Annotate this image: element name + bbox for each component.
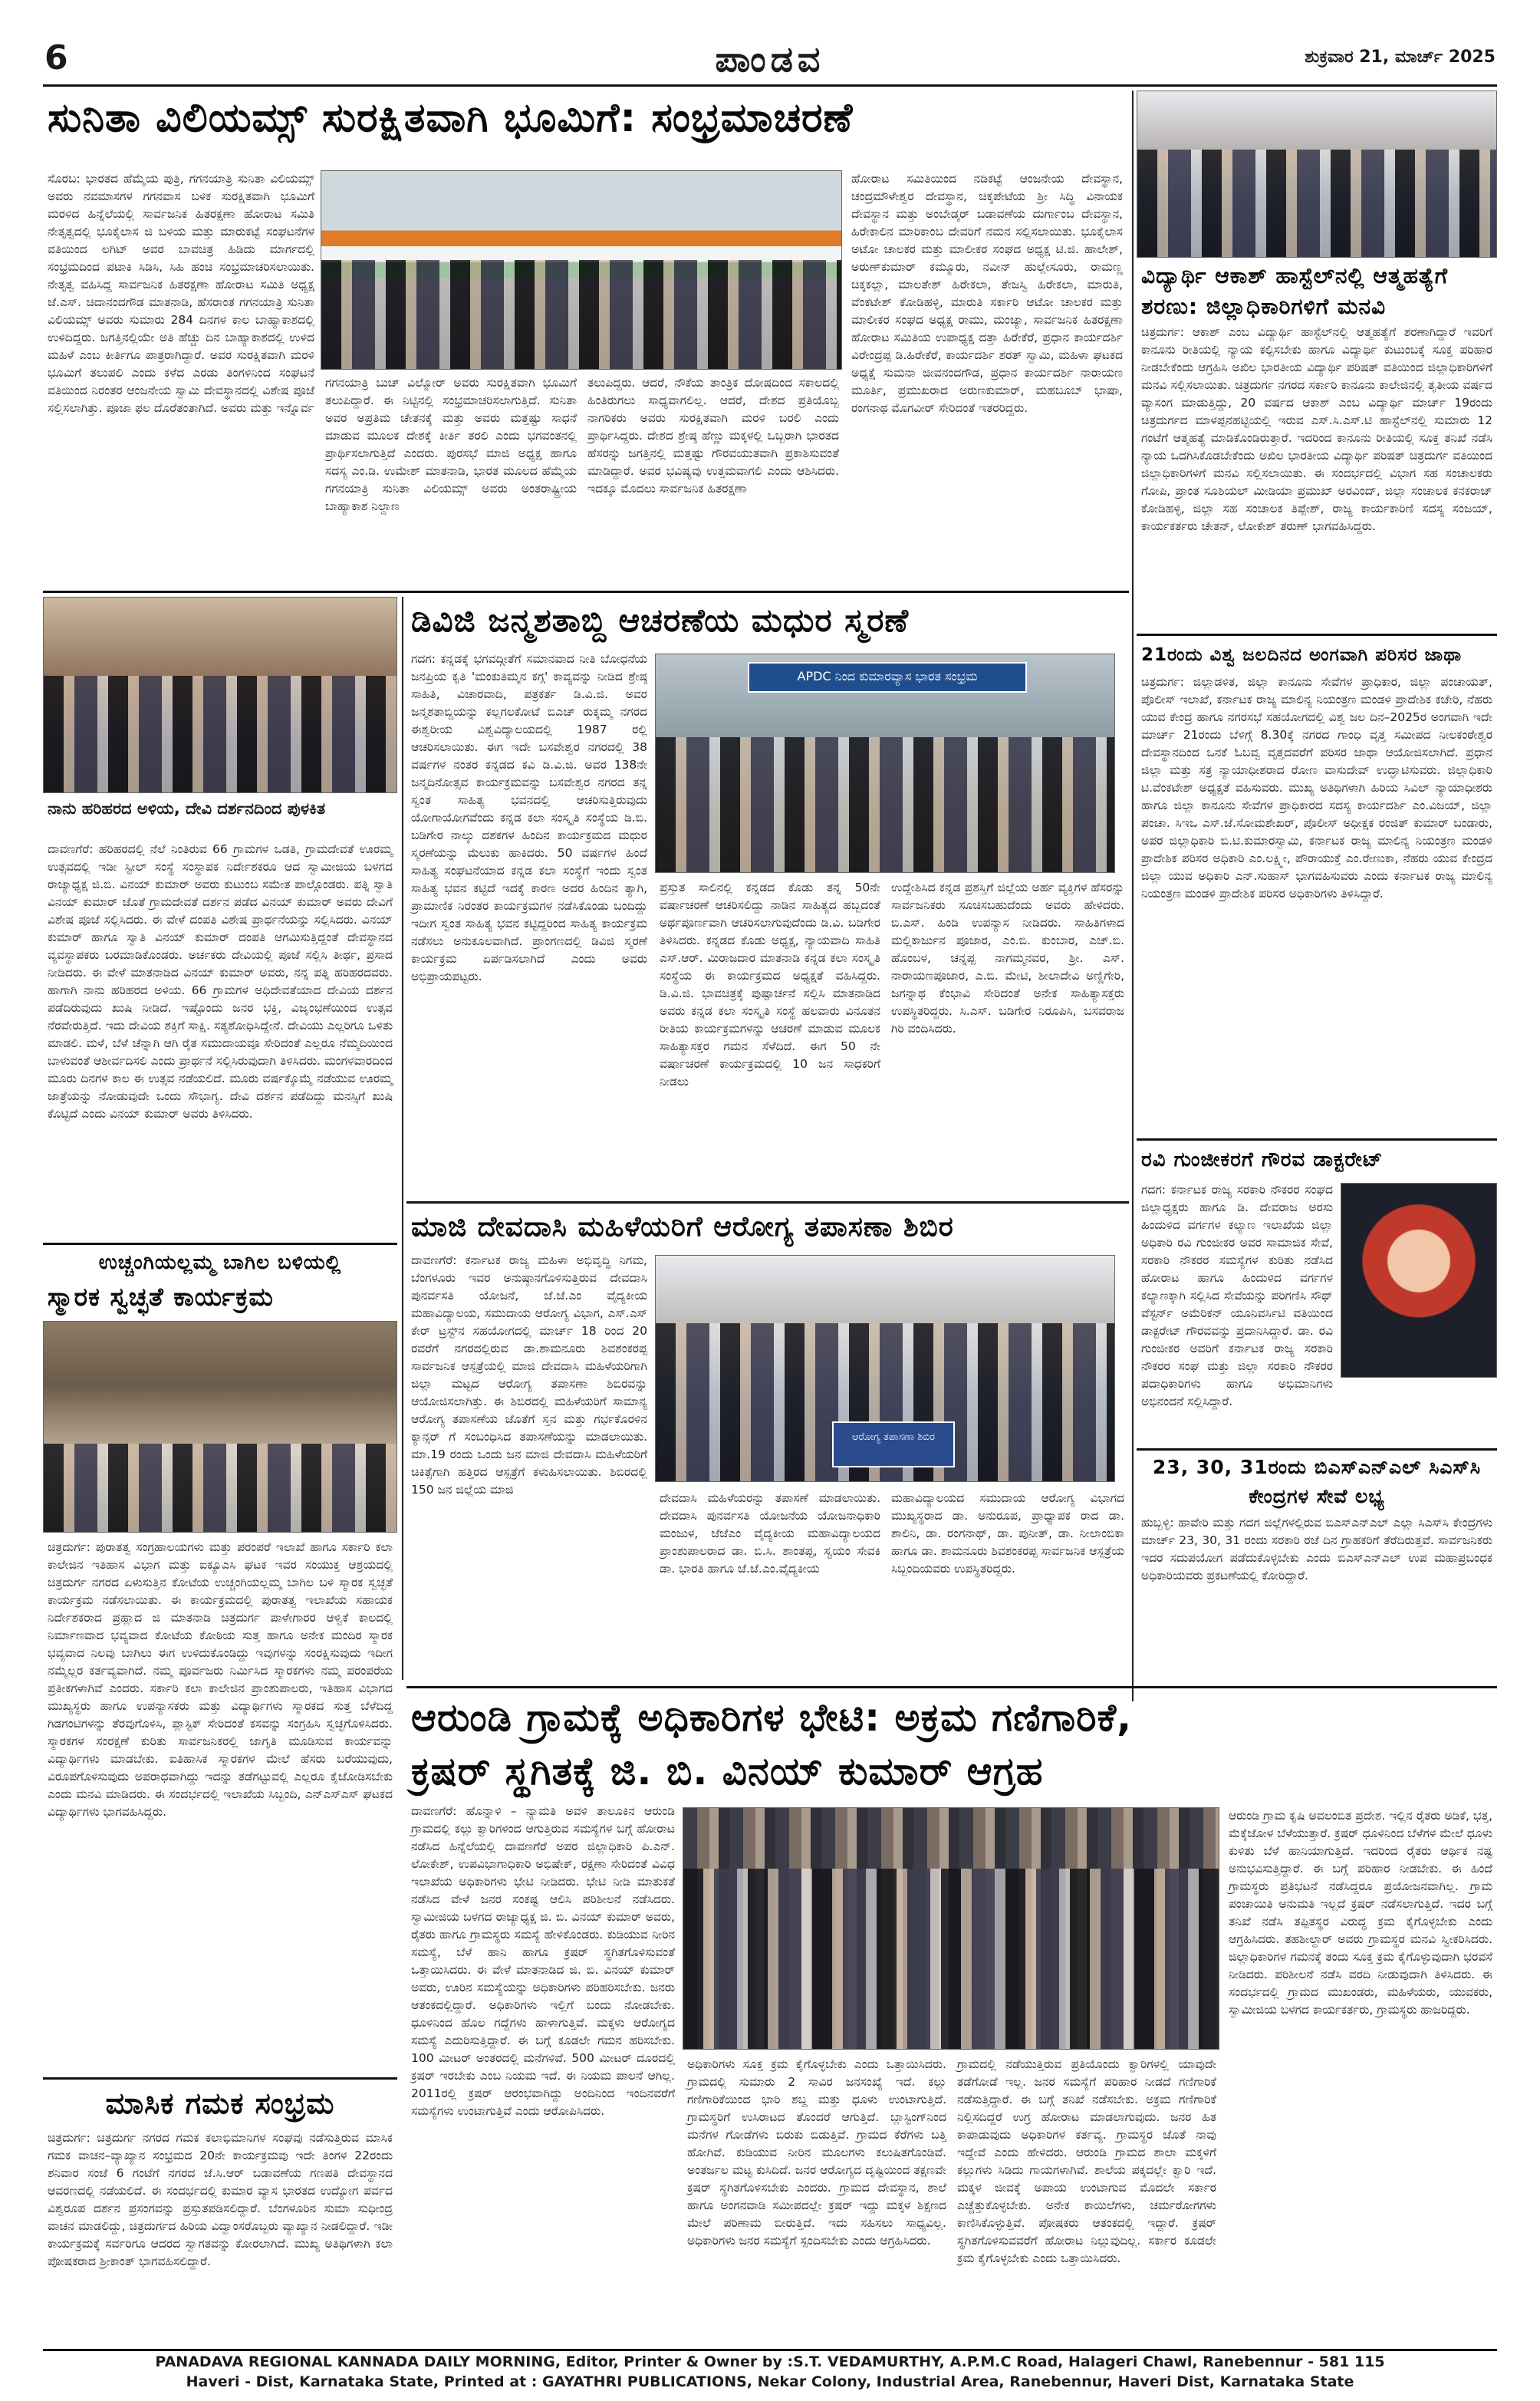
health-col1: ದಾವಣಗೆರೆ: ಕರ್ನಾಟಕ ರಾಜ್ಯ ಮಹಿಳಾ ಅಭಿವೃದ್ಧಿ ನಿಗಮ, ಬೆಂಗಳೂರು ಇವರ ಅನುಷ್ಠಾನಗೊಳಿಸುತ್ತಿರುವ ದೇವದಾಸಿ ಪುನರ್ವಸತಿ ಯೋಜನೆ, ಜೆ.ಜೆ.ಎಂ ವೈದ್ಯಕೀಯ ಮಹಾವಿದ್ಯಾಲಯ, ಸಮುದಾಯ ಆರೋಗ್ಯ ವಿಭಾಗ, ಎಸ್.ಎಸ್ ಕೇರ್ ಟ್ರಸ್ಟ್‌ನ ಸಹಯೋಗದಲ್ಲಿ ಮಾರ್ಚ್ 18 ರಿಂದ 20 ರವರೆಗೆ ನಗರದಲ್ಲಿರುವ ಡಾ.ಶಾಮನೂರು ಶಿವಶಂಕರಪ್ಪ ಸಾರ್ವಜನಿಕ ಆಸ್ಪತ್ರೆಯಲ್ಲಿ ಮಾಜಿ ದೇವದಾಸಿ ಮಹಿಳೆಯರಿಗಾಗಿ ಜಿಲ್ಲಾ ಮಟ್ಟದ ಆರೋಗ್ಯ ತಪಾಸಣಾ ಶಿಬಿರವನ್ನು ಆಯೋಜಿಸಲಾಗಿತ್ತು. ಈ ಶಿಬಿರದಲ್ಲಿ ಮಹಿಳೆಯರಿಗೆ ಸಾಮಾನ್ಯ ಆರೋಗ್ಯ ತಪಾಸಣೆಯ ಜೊತೆಗೆ ಸ್ತನ ಮತ್ತು ಗರ್ಭಕೊರಳಿನ ಕ್ಯಾನ್ಸರ್ ಗೆ ಸಂಬಂಧಿಸಿದ ತಪಾಸಣೆಯನ್ನು ಮಾಡಲಾಯಿತು. ಮಾ.19 ರಂದು ಒಂದು ಜನ ಮಾಜಿ ದೇವದಾಸಿ ಮಹಿಳೆಯರಿಗೆ ಚಿಕಿತ್ಸೆಗಾಗಿ ಹತ್ತಿರದ ಆಸ್ಪತ್ರೆಗೆ ಕಳುಹಿಸಲಾಯಿತು. ಶಿಬಿರದಲ್ಲಿ 150 ಜನ ಜಿಲ್ಲೆಯ ಮಾಜಿ	[411, 1253, 647, 1497]
camp-banner: ಆರೋಗ್ಯ ತಪಾಸಣಾ ಶಿಬಿರ	[832, 1421, 955, 1467]
footer-rule	[43, 2349, 1497, 2351]
volunteers-figure	[44, 1444, 397, 1532]
sunita-headline: ಸುನಿತಾ ವಿಲಿಯಮ್ಸ್ ಸುರಕ್ಷಿತವಾಗಿ ಭೂಮಿಗೆ: ಸಂಭ್ರಮಾಚರಣೆ	[48, 95, 854, 141]
health-col2: ದೇವದಾಸಿ ಮಹಿಳೆಯರನ್ನು ತಪಾಸಣೆ ಮಾಡಲಾಯಿತು. ದೇವದಾಸಿ ಪುನರ್ವಸತಿ ಯೋಜನೆಯ ಯೋಜನಾಧಿಕಾರಿ ಮಂಜುಳ, ಜೆಜೆಎಂ ವೈದ್ಯಕೀಯ ಮಹಾವಿದ್ಯಾಲಯದ ಪ್ರಾಂಶುಪಾಲರಾದ ಡಾ. ಬಿ.ಸಿ. ಶಾಂತಪ್ಪ, ಸ್ವಯಂ ಸೇವಕಿ ಡಾ. ಭಾರತಿ ಹಾಗೂ ಜೆ.ಜೆ.ಎಂ.ವೈದ್ಯಕೀಯ	[660, 1491, 880, 1576]
devi-body: ದಾವಣಗೆರೆ: ಹರಿಹರದಲ್ಲಿ ನೆಲೆ ನಿಂತಿರುವ 66 ಗ್ರಾಮಗಳ ಒಡತಿ, ಗ್ರಾಮದೇವತೆ ಊರಮ್ಮ ಉತ್ಸವದಲ್ಲಿ ಇಡೀ ಸ್ಟೀಲ್ ಸಂಸ್ಥೆ ಸಂಸ್ಥಾಪಕ ನಿರ್ದೇಶಕರೂ ಆದ ಸ್ವಾಮೀಜಿಯ ಬಳಗದ ರಾಜ್ಯಾಧ್ಯಕ್ಷ ಜಿ.ಬಿ. ವಿನಯ್ ಕುಮಾರ್ ಅವರು ಕುಟುಂಬ ಸಮೇತ ಪಾಲ್ಗೊಂಡರು. ಪತ್ನಿ ಸ್ವಾತಿ ವಿನಯ್ ಕುಮಾರ್ ಜೊತೆ ಗ್ರಾಮದೇವತೆ ದರ್ಶನ ಪಡೆದ ವಿನಯ್ ಕುಮಾರ್ ಅವರು ದೇವಿಗೆ ವಿಶೇಷ ಪೂಜೆ ಸಲ್ಲಿಸಿದರು. ಈ ವೇಳೆ ದಂಪತಿ ವಿಶೇಷ ಪ್ರಾರ್ಥನೆಯನ್ನು ಸಲ್ಲಿಸಿದರು. ವಿನಯ್ ಕುಮಾರ್ ಹಾಗೂ ಸ್ವಾತಿ ವಿನಯ್ ಕುಮಾರ್ ದಂಪತಿ ಆಗಮಿಸುತ್ತಿದ್ದಂತೆ ದೇವಸ್ಥಾನದ ವ್ಯವಸ್ಥಾಪಕರು ಬರಮಾಡಿಕೊಂಡರು. ಅರ್ಚಕರು ದೇವಿಯಲ್ಲಿ ಪೂಜೆ ಸಲ್ಲಿಸಿ ತೀರ್ಥ, ಪ್ರಸಾದ ನೀಡಿದರು. ಈ ವೇಳೆ ಮಾತನಾಡಿದ ವಿನಯ್ ಕುಮಾರ್ ಅವರು, ನನ್ನ ಪತ್ನಿ ಹರಿಹರದವರು. ಹಾಗಾಗಿ ನಾನು ಹರಿಹರದ ಅಳಿಯ. 66 ಗ್ರಾಮಗಳ ಅಧಿದೇವತೆಯಾದ ದೇವಿಯ ದರ್ಶನ ಪಡೆದಿರುವುದು ಖುಷಿ ನೀಡಿದೆ. ಇಷ್ಟೊಂದು ಜನರ ಭಕ್ತಿ, ವಿಜೃಂಭಣೆಯಿಂದ ಉತ್ಸವ ನೆರವೇರುತ್ತಿದೆ. ಇದು ದೇವಿಯ ಶಕ್ತಿಗೆ ಸಾಕ್ಷಿ. ಸತ್ಯಶೋಧಿಸಿದ್ದೇನೆ. ದೇವಿಯು ಎಲ್ಲರಿಗೂ ಒಳಿತು ಮಾಡಲಿ. ಮಳೆ, ಬೆಳೆ ಚೆನ್ನಾಗಿ ಆಗಿ ರೈತ ಸಮುದಾಯವೂ ಸೇರಿದಂತೆ ಎಲ್ಲರೂ ನೆಮ್ಮದಿಯಿಂದ ಬಾಳುವಂತೆ ಆಶೀರ್ವದಿಸಲಿ ಎಂದು ಪ್ರಾರ್ಥನೆ ಸಲ್ಲಿಸಿರುವುದಾಗಿ ತಿಳಿಸಿದರು. ಮಂಗಳವಾರದಿಂದ ಮೂರು ದಿನಗಳ ಕಾಲ ಈ ಉತ್ಸವ ನಡೆಯಲಿದೆ. ಮೂರು ವರ್ಷಕ್ಕೊಮ್ಮೆ ನಡೆಯುವ ಊರಮ್ಮ ಜಾತ್ರೆಯನ್ನು ನೋಡುವುದೇ ಒಂದು ಸೌಭಾಗ್ಯ. ದೇವಿ ದರ್ಶನ ಪಡೆದಿದ್ದು ಮನಸ್ಸಿಗೆ ಖುಷಿ ಕೊಟ್ಟಿದೆ ಎಂದು ವಿನಯ್ ಕುಮಾರ್ ಅವರು ತಿಳಿಸಿದರು.	[48, 842, 393, 1121]
sunita-col4: ಹೋರಾಟ ಸಮಿತಿಯಿಂದ ನಡಿಕಟ್ಟೆ ಆಂಜನೇಯ ದೇವಸ್ಥಾನ, ಚಂದ್ರಮೌಳೇಶ್ವರ ದೇವಸ್ಥಾನ, ಚಿಕ್ಕಪೇಟೆಯ ಶ್ರೀ ಸಿದ್ಧಿ ವಿನಾಯಕ ದೇವಸ್ಥಾನ ಮತ್ತು ಅಂಬೇಡ್ಕರ್ ಬಡಾವಣೆಯ ದುರ್ಗಾಂಬ ದೇವಸ್ಥಾನ, ಹಿರೇಕಾಲಿನ ಮಾರಿಕಾಂಬ ದೇವರಿಗೆ ನಮನ ಸಲ್ಲಿಸಲಾಯಿತು. ಭೂಕೈಲಾಸ ಅಟೋ ಚಾಲಕರ ಮತ್ತು ಮಾಲೀಕರ ಸಂಘದ ಅಧ್ಯಕ್ಷ ಟಿ.ಜಿ. ಹಾಲೇಶ್, ಅರುಣ್‌ಕುಮಾರ್ ಕಮ್ಮೂರು, ನವೀನ್ ಹುಲ್ಲೇಸೂರು, ರಾಮಣ್ಣ ಚಿಕ್ಕಕಲ್ಲಾ, ಮಾಲತೇಶ್ ಹಿರೇಕಲಾ, ತೇಜಸ್ವಿ ಹಿರೇಕಲಾ, ಮಾರುತಿ, ವೆಂಕಟೇಶ್ ಕೋಡಿಹಳ್ಳಿ, ಮಾರುತಿ ಸರ್ಕಾರಿ ಆಟೋ ಚಾಲಕರ ಮತ್ತು ಮಾಲೀಕರ ಸಂಘದ ಅಧ್ಯಕ್ಷ ರಾಮು, ಮಂಜ್ಯಾ, ಸಾರ್ವಜನಿಕ ಹಿತರಕ್ಷಣಾ ಹೋರಾಟ ಸಮಿತಿಯ ಉಪಾಧ್ಯಕ್ಷ ದತ್ತಾ ಹಿರೇಕೆರೆ, ಪ್ರಧಾನ ಕಾರ್ಯದರ್ಶಿ ವಿರೇಂದ್ರಪ್ಪ ಡಿ.ಹಿರೇಕೆರೆ, ಕಾರ್ಯದರ್ಶಿ ಶರತ್ ಸ್ವಾಮಿ, ಮಹಿಳಾ ಘಟಕದ ಅಧ್ಯಕ್ಷೆ ಸುಮನಾ ಜೀವನಂದಗೌಡ, ಪ್ರಧಾನ ಕಾರ್ಯದರ್ಶಿ ನಾರಾಯಣ ಮೂರ್ತಿ, ಪ್ರಮುಖರಾದ ಅರುಣಕುಮಾರ್, ಮಹಬೂಬ್ ಭಾಷಾ, ರಂಗನಾಥ ಮೊಗವೀರ್ ಸೇರಿದಂತೆ ಇತರರಿದ್ದರು.	[851, 172, 1123, 415]
arundi-photo	[683, 1807, 1219, 2050]
section-rule	[43, 1243, 397, 1245]
imprint-line-2: Haveri - Dist, Karnataka State, Printed at : GAYATHRI PUBLICATIONS, Nekar Colony, Industrial Area, Ranebennur, Haveri Dist, Karnataka State	[186, 2373, 1354, 2390]
ravi-body: ಗದಗ: ಕರ್ನಾಟಕ ರಾಜ್ಯ ಸರಕಾರಿ ನೌಕರರ ಸಂಘದ ಜಿಲ್ಲಾಧ್ಯಕ್ಷರು ಹಾಗೂ ಡಿ. ದೇವರಾಜ ಅರಸು ಹಿಂದುಳಿದ ವರ್ಗಗಳ ಕಲ್ಯಾಣ ಇಲಾಖೆಯ ಜಿಲ್ಲಾ ಅಧಿಕಾರಿ ರವಿ ಗುಂಜೀಕರ ಅವರ ಸಾಮಾಜಿಕ ಸೇವೆ, ಸರಕಾರಿ ನೌಕರರ ಸಮಸ್ಯೆಗಳ ಕುರಿತು ನಡೆಸಿದ ಹೋರಾಟ ಹಾಗೂ ಹಿಂದುಳಿದ ವರ್ಗಗಳ ಕಲ್ಯಾಣಕ್ಕಾಗಿ ಸಲ್ಲಿಸಿದ ಸೇವೆಯನ್ನು ಪರಿಗಣಿಸಿ ಸೌಥ್ ವೆಸ್ಟರ್ನ್ ಅಮೆರಿಕನ್ ಯೂನಿವರ್ಸಿಟಿ ವತಿಯಿಂದ ಡಾಕ್ಟರೇಟ್ ಗೌರವವನ್ನು ಪ್ರದಾನಿಸಿದ್ದಾರೆ. ಡಾ. ರವಿ ಗುಂಜೀಕರ ಅವರಿಗೆ ಕರ್ನಾಟಕ ರಾಜ್ಯ ಸರಕಾರಿ ನೌಕರರ ಸಂಘ ಮತ್ತು ಜಿಲ್ಲಾ ಸರಕಾರಿ ನೌಕರರ ಪದಾಧಿಕಾರಿಗಳು ಹಾಗೂ ಅಭಿಮಾನಿಗಳು ಅಭಿನಂದನೆ ಸಲ್ಲಿಸಿದ್ದಾರೆ.	[1141, 1183, 1333, 1408]
env-headline: 21ರಂದು ವಿಶ್ವ ಜಲದಿನದ ಅಂಗವಾಗಿ ಪರಿಸರ ಜಾಥಾ	[1141, 645, 1463, 665]
env-body: ಚಿತ್ರದುರ್ಗ: ಜಿಲ್ಲಾಡಳಿತ, ಜಿಲ್ಲಾ ಕಾನೂನು ಸೇವೆಗಳ ಪ್ರಾಧಿಕಾರ, ಜಿಲ್ಲಾ ಪಂಚಾಯತ್, ಪೊಲೀಸ್ ಇಲಾಖೆ, ಕರ್ನಾಟಕ ರಾಜ್ಯ ಮಾಲಿನ್ಯ ನಿಯಂತ್ರಣ ಮಂಡಳಿ ಪ್ರಾದೇಶಿಕ ಕಚೇರಿ, ನೆಹರು ಯುವ ಕೇಂದ್ರ ಹಾಗೂ ನಗರಸಭೆ ಸಹಯೋಗದಲ್ಲಿ ವಿಶ್ವ ಜಲ ದಿನ–2025ರ ಅಂಗವಾಗಿ ಇದೇ ಮಾರ್ಚ್ 21ರಂದು ಬೆಳಿಗ್ಗೆ 8.30ಕ್ಕೆ ನಗರದ ಗಾಂಧಿ ವೃತ್ತ ಸಮೀಪದ ನೀಲಕಂಠೇಶ್ವರ ದೇವಸ್ಥಾನದಿಂದ ಒನಕೆ ಓಬವ್ವ ವೃತ್ತದವರೆಗೆ ಪರಿಸರ ಜಾಥಾ ಆಯೋಜಿಸಲಾಗಿದೆ. ಪ್ರಧಾನ ಜಿಲ್ಲಾ ಮತ್ತು ಸತ್ರ ನ್ಯಾಯಾಧೀಶರಾದ ರೋಣ ವಾಸುದೇವ್ ಉದ್ಘಾಟಿಸುವರು. ಜಿಲ್ಲಾಧಿಕಾರಿ ಟಿ.ವೆಂಕಟೇಶ್ ಅಧ್ಯಕ್ಷತೆ ವಹಿಸುವರು. ಮುಖ್ಯ ಅತಿಥಿಗಳಾಗಿ ಹಿರಿಯ ಸಿವಿಲ್ ನ್ಯಾಯಾಧೀಶರು ಹಾಗೂ ಜಿಲ್ಲಾ ಕಾನೂನು ಸೇವೆಗಳ ಪ್ರಾಧಿಕಾರದ ಸದಸ್ಯ ಕಾರ್ಯದರ್ಶಿ ಎಂ.ವಿಜಯ್, ಜಿಲ್ಲಾ ಪಂಚಾ. ಸಿಇಒ ಎಸ್.ಜೆ.ಸೋಮಶೇಖರ್, ಪೊಲೀಸ್ ಅಧೀಕ್ಷಕ ರಂಜಿತ್ ಕುಮಾರ್ ಬಂಡಾರು, ಅಪರ ಜಿಲ್ಲಾಧಿಕಾರಿ ಬಿ.ಟಿ.ಕುಮಾರಸ್ವಾಮಿ, ಕರ್ನಾಟಕ ರಾಜ್ಯ ಮಾಲಿನ್ಯ ನಿಯಂತ್ರಣ ಮಂಡಳಿ ಪ್ರಾದೇಶಿಕ ಪರಿಸರ ಅಧಿಕಾರಿ ಎಂ.ಲಕ್ಷ್ಮೀ, ಪೌರಾಯುಕ್ತೆ ಎಂ.ರೇಣುಕಾ, ನೆಹರು ಯುವ ಕೇಂದ್ರದ ಜಿಲ್ಲಾ ಯುವ ಅಧಿಕಾರಿ ಎನ್.ಸುಹಾಸ್ ಭಾಗವಹಿಸುವರು ಎಂದು ಕರ್ನಾಟಕ ರಾಜ್ಯ ಮಾಲಿನ್ಯ ನಿಯಂತ್ರಣ ಮಂಡಳಿ ಪ್ರಾದೇಶಿಕ ಪರಿಸರ ಅಧಿಕಾರಿಗಳು ತಿಳಿಸಿದ್ದಾರೆ.	[1141, 675, 1492, 901]
arundi-col3: ಗ್ರಾಮದಲ್ಲಿ ನಡೆಯುತ್ತಿರುವ ಪ್ರತಿಯೊಂದು ಕ್ವಾರಿಗಳಲ್ಲಿ ಯಾವುದೇ ತಡೆಗೋಡೆ ಇಲ್ಲ. ಜನರ ಸಮಸ್ಯೆಗೆ ಪರಿಹಾರ ನೀಡದೆ ಗಣಿಗಾರಿಕೆ ನಡೆಸುತ್ತಿದ್ದಾರೆ. ಈ ಬಗ್ಗೆ ತನಿಖೆ ನಡೆಸಬೇಕು. ಅಕ್ರಮ ಗಣಿಗಾರಿಕೆ ನಿಲ್ಲಿಸದಿದ್ದರೆ ಉಗ್ರ ಹೋರಾಟ ಮಾಡಲಾಗುವುದು. ಜನರ ಹಿತ ಕಾಪಾಡುವುದು ಅಧಿಕಾರಿಗಳ ಕರ್ತವ್ಯ. ಗ್ರಾಮಸ್ಥರ ಜೊತೆ ನಾವು ಇದ್ದೇವೆ ಎಂದು ಹೇಳಿದರು. ಆರುಂಡಿ ಗ್ರಾಮದ ಶಾಲಾ ಮಕ್ಕಳಿಗೆ ಕಲ್ಲುಗಳು ಸಿಡಿದು ಗಾಯಗಳಾಗಿವೆ. ಶಾಲೆಯ ಪಕ್ಕದಲ್ಲೇ ಕ್ವಾರಿ ಇದೆ. ಮಕ್ಕಳ ಜೀವಕ್ಕೆ ಅಪಾಯ ಉಂಟಾಗುವ ಮೊದಲೇ ಸರ್ಕಾರ ಎಚ್ಚೆತ್ತುಕೊಳ್ಳಬೇಕು. ಅನೇಕ ಕಾಯಿಲೆಗಳು, ಚರ್ಮರೋಗಗಳು ಕಾಣಿಸಿಕೊಳ್ಳುತ್ತಿವೆ. ಪೋಷಕರು ಆತಂಕದಲ್ಲಿ ಇದ್ದಾರೆ. ಕ್ರಷರ್ ಸ್ಥಗಿತಗೊಳಿಸುವವರೆಗೆ ಹೋರಾಟ ನಿಲ್ಲುವುದಿಲ್ಲ. ಸರ್ಕಾರ ಕೂಡಲೇ ಕ್ರಮ ಕೈಗೊಳ್ಳಬೇಕು ಎಂದು ಒತ್ತಾಯಿಸಿದರು.	[957, 2057, 1216, 2265]
uchangi-headline-1: ಉಚ್ಚಂಗಿಯಲ್ಲಮ್ಮ ಬಾಗಿಲ ಬಳಿಯಲ್ಲಿ	[98, 1251, 342, 1274]
uchangi-photo	[43, 1321, 397, 1533]
section-rule	[406, 1201, 1129, 1204]
group-figure	[1137, 150, 1496, 257]
sunita-col2: ಗಗನಯಾತ್ರಿ ಬುಚ್ ವಿಲ್ಮೋರ್ ಅವರು ಸುರಕ್ಷಿತವಾಗಿ ಭೂಮಿಗೆ ತಲುಪಿದ್ದಾರೆ. ಈ ನಿಟ್ಟಿನಲ್ಲಿ ಸಂಭ್ರಮಾಚರಿಸಲಾಗುತ್ತಿದೆ. ಸುನಿತಾ ಅವರ ಅಪ್ರತಿಮ ಚೇತನಕ್ಕೆ ಮತ್ತು ಅವರು ಮತ್ತಷ್ಟು ಸಾಧನೆ ಮಾಡುವ ಮೂಲಕ ದೇಶಕ್ಕೆ ಕೀರ್ತಿ ತರಲಿ ಎಂದು ಭಗವಂತನಲ್ಲಿ ಪ್ರಾರ್ಥಿಸಲಾಗುತ್ತಿದೆ ಎಂದರು. ಪುರಸಭೆ ಮಾಜಿ ಅಧ್ಯಕ್ಷ ಹಾಗೂ ಸದಸ್ಯ ಎಂ.ಡಿ. ಉಮೇಶ್ ಮಾತನಾಡಿ, ಭಾರತ ಮೂಲದ ಹೆಮ್ಮೆಯ ಗಗನಯಾತ್ರಿ ಸುನಿತಾ ವಿಲಿಯಮ್ಸ್ ಅವರು ಅಂತರಾಷ್ಟ್ರೀಯ ಬಾಹ್ಯಾಕಾಶ ನಿಲ್ದಾಣ	[325, 376, 577, 513]
gamaka-headline: ಮಾಸಿಕ ಗಮಕ ಸಂಭ್ರಮ	[105, 2086, 335, 2120]
akash-headline: ವಿದ್ಯಾರ್ಥಿ ಆಕಾಶ್ ಹಾಸ್ಟೆಲ್‌ನಲ್ಲಿ ಆತ್ಮಹತ್ಯೆಗೆ ಶರಣು: ಜಿಲ್ಲಾಧಿಕಾರಿಗಳಿಗೆ ಮನವಿ	[1141, 263, 1448, 319]
column-rule	[402, 597, 403, 1680]
dvg-col3: ಉದ್ದೇಶಿಸಿದ ಕನ್ನಡ ಪ್ರಶಸ್ತಿಗೆ ಜಿಲ್ಲೆಯ ಅರ್ಹ ವ್ಯಕ್ತಿಗಳ ಹೆಸರನ್ನು ಸಾರ್ವಜನಿಕರು ಸೂಚಿಸಬಹುದೆಂದು ಅವರು ಹೇಳಿದರು. ಬಿ.ಎಸ್. ಹಿಂಡಿ ಉಪನ್ಯಾಸ ನೀಡಿದರು. ಸಾಹಿತಿಗಳಾದ ಮಲ್ಲಿಕಾರ್ಜುನ ಪೂಜಾರ, ಎಂ.ಬಿ. ಕುಂಬಾರ, ಎಚ್.ಬಿ. ಹೊಂಬಳ, ಚನ್ನಪ್ಪ ನಾಗಮ್ಮನವರ, ಶ್ರೀ. ಎಸ್. ನಾರಾಯಣಪೂಜಾರ, ಎ.ಬಿ. ಮೇಟಿ, ಶೀಲಾದೇವಿ ಅಣ್ಣಿಗೇರಿ, ಜಗನ್ನಾಥ ಕೆಂಭಾವಿ ಸೇರಿದಂತೆ ಅನೇಕ ಸಾಹಿತ್ಯಾಸಕ್ತರು ಉಪಸ್ಥಿತರಿದ್ದರು. ಸಿ.ಎಸ್. ಬಡಿಗೇರ ನಿರೂಪಿಸಿ, ಬಸವರಾಜ ಗಿರಿ ವಂದಿಸಿದರು.	[891, 881, 1124, 1036]
arundi-col4: ಆರುಂಡಿ ಗ್ರಾಮ ಕೃಷಿ ಅವಲಂಬಿತ ಪ್ರದೇಶ. ಇಲ್ಲಿನ ರೈತರು ಅಡಿಕೆ, ಭತ್ತ, ಮೆಕ್ಕೆಜೋಳ ಬೆಳೆಯುತ್ತಾರೆ. ಕ್ರಷರ್ ಧೂಳಿನಿಂದ ಬೆಳೆಗಳ ಮೇಲೆ ಧೂಳು ಕುಳಿತು ಬೆಳೆ ಹಾನಿಯಾಗುತ್ತಿದೆ. ಇದರಿಂದ ರೈತರು ಆರ್ಥಿಕ ನಷ್ಟ ಅನುಭವಿಸುತ್ತಿದ್ದಾರೆ. ಈ ಬಗ್ಗೆ ಪರಿಹಾರ ನೀಡಬೇಕು. ಈ ಹಿಂದೆ ಗ್ರಾಮಸ್ಥರು ಪ್ರತಿಭಟನೆ ನಡೆಸಿದ್ದರೂ ಪ್ರಯೋಜನವಾಗಿಲ್ಲ. ಗ್ರಾಮ ಪಂಚಾಯಿತಿ ಅನುಮತಿ ಇಲ್ಲದೆ ಕ್ರಷರ್ ನಡೆಸಲಾಗುತ್ತಿದೆ. ಇದರ ಬಗ್ಗೆ ತನಿಖೆ ನಡೆಸಿ ತಪ್ಪಿತಸ್ಥರ ವಿರುದ್ಧ ಕ್ರಮ ಕೈಗೊಳ್ಳಬೇಕು ಎಂದು ಆಗ್ರಹಿಸಿದರು. ತಹಶೀಲ್ದಾರ್ ಅವರು ಗ್ರಾಮಸ್ಥರ ಮನವಿ ಸ್ವೀಕರಿಸಿದರು. ಜಿಲ್ಲಾಧಿಕಾರಿಗಳ ಗಮನಕ್ಕೆ ತಂದು ಸೂಕ್ತ ಕ್ರಮ ಕೈಗೊಳ್ಳುವುದಾಗಿ ಭರವಸೆ ನೀಡಿದರು. ಪರಿಶೀಲನೆ ನಡೆಸಿ ವರದಿ ನೀಡುವುದಾಗಿ ತಿಳಿಸಿದರು. ಈ ಸಂದರ್ಭದಲ್ಲಿ ಗ್ರಾಮದ ಮುಖಂಡರು, ಮಹಿಳೆಯರು, ಯುವಕರು, ಸ್ವಾಮೀಜಿಯ ಬಳಗದ ಕಾರ್ಯಕರ್ತರು, ಗ್ರಾಮಸ್ಥರು ಹಾಜರಿದ್ದರು.	[1229, 1809, 1492, 2017]
ravi-portrait	[1341, 1183, 1497, 1378]
crowd-figure	[321, 260, 841, 369]
pooja-figure	[44, 676, 397, 792]
section-rule	[1137, 1448, 1497, 1451]
section-rule	[43, 2077, 397, 2080]
devi-photo	[43, 597, 397, 793]
akash-photo	[1137, 91, 1497, 258]
arundi-col1: ದಾವಣಗೆರೆ: ಹೊನ್ನಾಳಿ – ನ್ಯಾಮತಿ ಅವಳಿ ತಾಲೂಕಿನ ಆರುಂಡಿ ಗ್ರಾಮದಲ್ಲಿ ಕಲ್ಲು ಕ್ವಾರಿಗಳಿಂದ ಆಗುತ್ತಿರುವ ಸಮಸ್ಯೆಗಳ ಬಗ್ಗೆ ಹೋರಾಟ ನಡೆಸಿದ ಹಿನ್ನೆಲೆಯಲ್ಲಿ ದಾವಣಗೆರೆ ಅಪರ ಜಿಲ್ಲಾಧಿಕಾರಿ ಪಿ.ಎನ್. ಲೋಕೇಶ್, ಉಪವಿಭಾಗಾಧಿಕಾರಿ ಅಭಿಷೇಕ್, ರಕ್ಷಣಾ ಸೇರಿದಂತೆ ವಿವಿಧ ಇಲಾಖೆಯ ಅಧಿಕಾರಿಗಳು ಭೇಟಿ ನೀಡಿದರು. ಭೇಟಿ ನೀಡಿ ಮಾತುಕತೆ ನಡೆಸಿದ ವೇಳೆ ಜನರ ಸಂಕಷ್ಟ ಆಲಿಸಿ ಪರಿಶೀಲನೆ ನಡೆಸಿದರು. ಸ್ವಾಮೀಜಿಯ ಬಳಗದ ರಾಜ್ಯಾಧ್ಯಕ್ಷ ಜಿ. ಬಿ. ವಿನಯ್ ಕುಮಾರ್ ಅವರು, ರೈತರು ಹಾಗೂ ಗ್ರಾಮಸ್ಥರು ಸಮಸ್ಯೆ ಹೇಳಿಕೊಂಡರು. ಕುಡಿಯುವ ನೀರಿನ ಸಮಸ್ಯೆ, ಬೆಳೆ ಹಾನಿ ಹಾಗೂ ಕ್ರಷರ್ ಸ್ಥಗಿತಗೊಳಿಸುವಂತೆ ಒತ್ತಾಯಿಸಿದರು. ಈ ವೇಳೆ ಮಾತನಾಡಿದ ಜಿ. ಬಿ. ವಿನಯ್ ಕುಮಾರ್ ಅವರು, ಊರಿನ ಸಮಸ್ಯೆಯನ್ನು ಅಧಿಕಾರಿಗಳು ಪರಿಹರಿಸಬೇಕು. ಜನರು ಆತಂಕದಲ್ಲಿದ್ದಾರೆ. ಅಧಿಕಾರಿಗಳು ಇಲ್ಲಿಗೆ ಬಂದು ನೋಡಬೇಕು. ಧೂಳಿನಿಂದ ಹೊಲ ಗದ್ದೆಗಳು ಹಾಳಾಗುತ್ತಿವೆ. ಮಕ್ಕಳು ಆರೋಗ್ಯದ ಸಮಸ್ಯೆ ಎದುರಿಸುತ್ತಿದ್ದಾರೆ. ಈ ಬಗ್ಗೆ ಕೂಡಲೇ ಗಮನ ಹರಿಸಬೇಕು. 100 ಮೀಟರ್ ಅಂತರದಲ್ಲಿ ಮನೆಗಳಿವೆ. 500 ಮೀಟರ್ ದೂರದಲ್ಲಿ ಕ್ರಷರ್ ಇರಬೇಕು ಎಂಬ ನಿಯಮ ಇದೆ. ಈ ನಿಯಮ ಪಾಲನೆ ಆಗಿಲ್ಲ. 2011ರಲ್ಲಿ ಕ್ರಷರ್ ಆರಂಭವಾಗಿದ್ದು ಅಂದಿನಿಂದ ಇಂದಿನವರೆಗೆ ಸಮಸ್ಯೆಗಳು ಉಂಟಾಗುತ್ತಿವೆ ಎಂದು ಆರೋಪಿಸಿದರು.	[411, 1804, 675, 2118]
health-headline: ಮಾಜಿ ದೇವದಾಸಿ ಮಹಿಳೆಯರಿಗೆ ಆರೋಗ್ಯ ತಪಾಸಣಾ ಶಿಬಿರ	[411, 1211, 954, 1243]
section-rule	[1137, 634, 1497, 636]
akash-body: ಚಿತ್ರದುರ್ಗ: ಆಕಾಶ್ ಎಂಬ ವಿದ್ಯಾರ್ಥಿ ಹಾಸ್ಟೆಲ್‌ನಲ್ಲಿ ಆತ್ಮಹತ್ಯೆಗೆ ಶರಣಾಗಿದ್ದಾರೆ ಇವರಿಗೆ ಕಾನೂನು ರೀತಿಯಲ್ಲಿ ನ್ಯಾಯ ಕಲ್ಪಿಸಬೇಕು ಹಾಗೂ ವಿದ್ಯಾರ್ಥಿ ಕುಟುಂಬಕ್ಕೆ ಸೂಕ್ತ ಪರಿಹಾರ ನೀಡಬೇಕೆಂದು ಆಗ್ರಹಿಸಿ ಅಖಿಲ ಭಾರತೀಯ ವಿದ್ಯಾರ್ಥಿ ಪರಿಷತ್ ವತಿಯಿಂದ ಜಿಲ್ಲಾಧಿಕಾರಿಗಳಿಗೆ ಮನವಿ ಸಲ್ಲಿಸಲಾಯಿತು. ಚಿತ್ರದುರ್ಗ ನಗರದ ಸರ್ಕಾರಿ ಕಾನೂನು ಕಾಲೇಜಿನಲ್ಲಿ ತೃತೀಯ ವರ್ಷದ ವ್ಯಾಸಂಗ ಮಾಡುತ್ತಿದ್ದು, 20 ವರ್ಷದ ಆಕಾಶ್ ಎಂಬ ವಿದ್ಯಾರ್ಥಿ ಮಾರ್ಚ್ 19ರಂದು ಚಿತ್ರದುರ್ಗದ ಮಾಳಪ್ಪನಹಟ್ಟಿಯಲ್ಲಿ ಇರುವ ಎಸ್.ಸಿ.ಎಸ್.ಟಿ ಹಾಸ್ಟೆಲ್‌ನಲ್ಲಿ ಸುಮಾರು 12 ಗಂಟೆಗೆ ಆತ್ಮಹತ್ಯೆ ಮಾಡಿಕೊಂಡಿರುತ್ತಾರೆ. ಇದರಿಂದ ಕಾನೂನು ರೀತಿಯಲ್ಲಿ ಸೂಕ್ತ ತನಿಖೆ ನಡೆಸಿ ನ್ಯಾಯ ಒದಗಿಸಿಕೊಡಬೇಕೆಂದು ಅಖಿಲ ಭಾರತೀಯ ವಿದ್ಯಾರ್ಥಿ ಪರಿಷತ್ ಚಿತ್ರದುರ್ಗ ವತಿಯಿಂದ ಜಿಲ್ಲಾಧಿಕಾರಿಗಳಿಗೆ ಮನವಿ ಸಲ್ಲಿಸಲಾಯಿತು. ಈ ಸಂದರ್ಭದಲ್ಲಿ ವಿಭಾಗ ಸಹ ಸಂಚಾಲಕರು ಗೋಪಿ, ಪ್ರಾಂತ ಸೂಶಿಯಲ್ ಮೀಡಿಯಾ ಪ್ರಮುಖ್ ಅರವಿಂದ್, ಜಿಲ್ಲಾ ಸಂಚಾಲಕ ಕನಕರಾಜ್ ಕೋಡಿಹಳ್ಳಿ, ಜಿಲ್ಲಾ ಸಹ ಸಂಚಾಲಕ ತಿಪ್ಪೇಶ್, ರಾಜ್ಯ ಕಾರ್ಯಕಾರಿಣಿ ಸದಸ್ಯ ಸಂಜಯ್, ಕಾರ್ಯಕರ್ತರು ಚೇತನ್, ಲೋಕೇಶ್ ತರುಣ್ ಭಾಗವಹಿಸಿದ್ದರು.	[1141, 325, 1492, 533]
issue-date: ಶುಕ್ರವಾರ 21, ಮಾರ್ಚ್ 2025	[1305, 48, 1496, 67]
arundi-headline-2: ಕ್ರಷರ್ ಸ್ಥಗಿತಕ್ಕೆ ಜಿ. ಬಿ. ವಿನಯ್ ಕುಮಾರ್ ಆಗ್ರಹ	[411, 1749, 1044, 1793]
sunita-col1: ಸೊರಬ: ಭಾರತದ ಹೆಮ್ಮೆಯ ಪುತ್ರಿ, ಗಗನಯಾತ್ರಿ ಸುನಿತಾ ವಿಲಿಯಮ್ಸ್ ಅವರು ನವಮಾಸಗಳ ಗಗನವಾಸ ಬಳಿಕ ಸುರಕ್ಷಿತವಾಗಿ ಭೂಮಿಗೆ ಮರಳಿದ ಹಿನ್ನೆಲೆಯಲ್ಲಿ ಸಾರ್ವಜನಿಕ ಹಿತರಕ್ಷಣಾ ಹೋರಾಟ ಸಮಿತಿ ನೇತೃತ್ವದಲ್ಲಿ ಭೂಕೈಲಾಸ ಜಿ ಬಳಿಯ ಮತ್ತು ಮಾರುಕಟ್ಟೆ ಸಂಘಟನೆಗಳ ವತಿಯಿಂದ ಲಗಿಟ್ ಅವರ ಬಾವಚಿತ್ರ ಹಿಡಿದು ಮಾರ್ಗದಲ್ಲಿ ಸಂಭ್ರಮದಿಂದ ಪಟಾಕಿ ಸಿಡಿಸಿ, ಸಿಹಿ ಹಂಚಿ ಸಂಭ್ರಮಾಚರಿಸಲಾಯಿತು. ನೇತೃತ್ವ ವಹಿಸಿದ್ದ ಸಾರ್ವಜನಿಕ ಹಿತರಕ್ಷಣಾ ಹೋರಾಟ ಸಮಿತಿ ಅಧ್ಯಕ್ಷ ಜೆ.ಎಸ್. ಚಿದಾನಂದಗೌಡ ಮಾತನಾಡಿ, ಹೆಸರಾಂತ ಗಗನಯಾತ್ರಿ ಸುನಿತಾ ವಿಲಿಯಮ್ಸ್ ಅವರು ಸುಮಾರು 284 ದಿನಗಳ ಕಾಲ ಬಾಹ್ಯಾಕಾಶದಲ್ಲಿ ಉಳಿದಿದ್ದರು. ಜಗತ್ತಿನಲ್ಲಿಯೇ ಅತಿ ಹೆಚ್ಚು ದಿನ ಬಾಹ್ಯಾಕಾಶದಲ್ಲಿ ಉಳಿದ ಮಹಿಳೆ ಎಂಬ ಕೀರ್ತಿಗೂ ಪಾತ್ರರಾಗಿದ್ದಾರೆ. ಅವರ ಸುರಕ್ಷಿತವಾಗಿ ಮರಳಿ ಭೂಮಿಗೆ ತಲುಪಲಿ ಎಂದು ಕಳೆದ ಎರಡು ತಿಂಗಳಿನಿಂದ ಸಂಘಟನೆ ವತಿಯಿಂದ ನಿರಂತರ ಆಂಜನೇಯ ಸ್ವಾಮಿ ದೇವಸ್ಥಾನದಲ್ಲಿ ವಿಶೇಷ ಪೂಜೆ ಸಲ್ಲಿಸಲಾಗಿತ್ತು. ಪೂಜಾ ಫಲ ದೊರೆತಂತಾಗಿದೆ. ಅವರು ಮತ್ತು ಇನ್ನೊರ್ವ	[48, 172, 315, 415]
dvg-col2: ಪ್ರಸ್ತುತ ಸಾಲಿನಲ್ಲಿ ಕನ್ನಡದ ಕೊಡು ತನ್ನ 50ನೇ ವರ್ಷಾಚರಣೆ ಆಚರಿಸಲಿದ್ದು ನಾಡಿನ ಸಾಹಿತ್ಯದ ಹಬ್ಬದಂತೆ ಅರ್ಥಪೂರ್ಣವಾಗಿ ಆಚರಿಸಲಾಗುವುದೆಂದು ಡಿ.ವಿ. ಬಡಿಗೇರ ತಿಳಿಸಿದರು. ಕನ್ನಡದ ಕೊಡು ಅಧ್ಯಕ್ಷ, ನ್ಯಾಯವಾದಿ ಸಾಹಿತಿ ಎಸ್.ಆರ್. ಮಿರಾಜದಾರ ಮಾತನಾಡಿ ಕನ್ನಡ ಕಲಾ ಸಂಸ್ಕೃತಿ ಸಂಸ್ಥೆಯ ಈ ಕಾರ್ಯಕ್ರಮದ ಅಧ್ಯಕ್ಷತೆ ವಹಿಸಿದ್ದರು. ಡಿ.ವಿ.ಜಿ. ಭಾವಚಿತ್ರಕ್ಕೆ ಪುಷ್ಪಾರ್ಚನೆ ಸಲ್ಲಿಸಿ ಮಾತನಾಡಿದ ಅವರು ಕನ್ನಡ ಕಲಾ ಸಂಸ್ಕೃತಿ ಸಂಸ್ಥೆ ಹಲವಾರು ವಿನೂತನ ರೀತಿಯ ಕಾರ್ಯಕ್ರಮಗಳನ್ನು ಆಚರಣೆ ಮಾಡುವ ಮೂಲಕ ಸಾಹಿತ್ಯಾಸಕ್ತರ ಗಮನ ಸೆಳೆದಿದೆ. ಈಗ 50 ನೇ ವರ್ಷಾಚರಣೆ ಕಾರ್ಯಕ್ರಮದಲ್ಲಿ 10 ಜನ ಸಾಧಕರಿಗೆ ನೀಡಲು	[660, 881, 880, 1089]
dvg-photo	[655, 654, 1115, 873]
event-banner: APDC ನಿಂದ ಕುಮಾರವ್ಯಾಸ ಭಾರತ ಸಂಭ್ರಮ	[748, 662, 1027, 693]
arundi-col2: ಅಧಿಕಾರಿಗಳು ಸೂಕ್ತ ಕ್ರಮ ಕೈಗೊಳ್ಳಬೇಕು ಎಂದು ಒತ್ತಾಯಿಸಿದರು. ಗ್ರಾಮದಲ್ಲಿ ಸುಮಾರು 2 ಸಾವಿರ ಜನಸಂಖ್ಯೆ ಇದೆ. ಕಲ್ಲು ಗಣಿಗಾರಿಕೆಯಿಂದ ಭಾರಿ ಶಬ್ದ ಮತ್ತು ಧೂಳು ಉಂಟಾಗುತ್ತಿದೆ. ಗ್ರಾಮಸ್ಥರಿಗೆ ಉಸಿರಾಟದ ತೊಂದರೆ ಆಗುತ್ತಿದೆ. ಬ್ಲಾಸ್ಟಿಂಗ್‌ನಿಂದ ಮನೆಗಳ ಗೋಡೆಗಳು ಬಿರುಕು ಬಿಡುತ್ತಿವೆ. ಗ್ರಾಮದ ಕೆರೆಗಳು ಬತ್ತಿ ಹೋಗಿವೆ. ಕುಡಿಯುವ ನೀರಿನ ಮೂಲಗಳು ಕಲುಷಿತಗೊಂಡಿವೆ. ಅಂತರ್ಜಲ ಮಟ್ಟ ಕುಸಿದಿದೆ. ಜನರ ಆರೋಗ್ಯದ ದೃಷ್ಟಿಯಿಂದ ತಕ್ಷಣವೇ ಕ್ರಷರ್ ಸ್ಥಗಿತಗೊಳಿಸಬೇಕು ಎಂದರು. ಗ್ರಾಮದ ದೇವಸ್ಥಾನ, ಶಾಲೆ ಹಾಗೂ ಅಂಗನವಾಡಿ ಸಮೀಪದಲ್ಲೇ ಕ್ರಷರ್ ಇದ್ದು ಮಕ್ಕಳ ಶಿಕ್ಷಣದ ಮೇಲೆ ಪರಿಣಾಮ ಬೀರುತ್ತಿದೆ. ಇದು ಸಹಿಸಲು ಸಾಧ್ಯವಿಲ್ಲ. ಅಧಿಕಾರಿಗಳು ಜನರ ಸಮಸ್ಯೆಗೆ ಸ್ಪಂದಿಸಬೇಕು ಎಂದು ಆಗ್ರಹಿಸಿದರು.	[687, 2057, 946, 2248]
bsnl-headline: 23, 30, 31ರಂದು ಬಿಎಸ್‌ಎನ್‌ಎಲ್ ಸಿಎಸ್‌ಸಿ ಕೇಂದ್ರಗಳ ಸೇವೆ ಲಭ್ಯ	[1152, 1456, 1482, 1507]
page-number: 6	[44, 38, 68, 77]
uchangi-headline-2: ಸ್ಮಾರಕ ಸ್ವಚ್ಛತೆ ಕಾರ್ಯಕ್ರಮ	[48, 1282, 274, 1312]
uchangi-body: ಚಿತ್ರದುರ್ಗ: ಪುರಾತತ್ವ ಸಂಗ್ರಹಾಲಯಗಳು ಮತ್ತು ಪರಂಪರೆ ಇಲಾಖೆ ಹಾಗೂ ಸರ್ಕಾರಿ ಕಲಾ ಕಾಲೇಜಿನ ಇತಿಹಾಸ ವಿಭಾಗ ಮತ್ತು ಐಕ್ಯೂಎಸಿ ಘಟಕ ಇವರ ಸಂಯುಕ್ತ ಆಶ್ರಯದಲ್ಲಿ ಚಿತ್ರದುರ್ಗ ನಗರದ ಏಳುಸುತ್ತಿನ ಕೋಟೆಯ ಉಚ್ಚಂಗಿಯಲ್ಲಮ್ಮ ಬಾಗಿಲ ಬಳಿ ಸ್ಮಾರಕ ಸ್ವಚ್ಛತೆ ಕಾರ್ಯಕ್ರಮ ನಡೆಸಲಾಯಿತು. ಈ ಕಾರ್ಯಕ್ರಮದಲ್ಲಿ ಪುರಾತತ್ವ ಇಲಾಖೆಯ ಸಹಾಯಕ ನಿರ್ದೇಶಕರಾದ ಪ್ರಹ್ಲಾದ ಜಿ ಮಾತನಾಡಿ ಚಿತ್ರದುರ್ಗ ಪಾಳೇಗಾರರ ಆಳ್ವಿಕೆ ಕಾಲದಲ್ಲಿ ನಿರ್ಮಾಣವಾದ ಭವ್ಯವಾದ ಕೋಟೆಯ ಕೋಠಿಯ ಸುತ್ತ ಹಾಗೂ ಅನೇಕ ಮಂದಿರ ಸ್ಮಾರಕ ಭವ್ಯವಾದ ನಿಲವು ಬಾಗಿಲು ಈಗ ಉಳಿದುಕೊಂಡಿದ್ದು ಇವುಗಳನ್ನು ಸಂರಕ್ಷಿಸುವುದು ಇದೀಗ ನಮ್ಮೆಲ್ಲರ ಕರ್ತವ್ಯವಾಗಿದೆ. ನಮ್ಮ ಪೂರ್ವಜರು ನಿರ್ಮಿಸಿದ ಸ್ಮಾರಕಗಳು ನಮ್ಮ ಪರಂಪರೆಯ ಪ್ರತೀಕಗಳಾಗಿವೆ ಎಂದರು. ಸರ್ಕಾರಿ ಕಲಾ ಕಾಲೇಜಿನ ಪ್ರಾಂಶುಪಾಲರು, ಇತಿಹಾಸ ವಿಭಾಗದ ಮುಖ್ಯಸ್ಥರು ಹಾಗೂ ಉಪನ್ಯಾಸಕರು ಮತ್ತು ವಿದ್ಯಾರ್ಥಿಗಳು ಸ್ಮಾರಕದ ಸುತ್ತ ಬೆಳೆದಿದ್ದ ಗಿಡಗಂಟಿಗಳನ್ನು ತೆರವುಗೊಳಿಸಿ, ಪ್ಲಾಸ್ಟಿಕ್ ಸೇರಿದಂತೆ ಕಸವನ್ನು ಸಂಗ್ರಹಿಸಿ ಸ್ವಚ್ಛಗೊಳಿಸಿದರು. ಸ್ಮಾರಕಗಳ ಸಂರಕ್ಷಣೆ ಕುರಿತು ಸಾರ್ವಜನಿಕರಲ್ಲಿ ಜಾಗೃತಿ ಮೂಡಿಸುವ ಕಾರ್ಯವನ್ನು ವಿದ್ಯಾರ್ಥಿಗಳು ಮಾಡಬೇಕು. ಐತಿಹಾಸಿಕ ಸ್ಮಾರಕಗಳ ಮೇಲೆ ಹೆಸರು ಬರೆಯುವುದು, ವಿರೂಪಗೊಳಿಸುವುದು ಅಪರಾಧವಾಗಿದ್ದು ಇದನ್ನು ತಡೆಗಟ್ಟುವಲ್ಲಿ ಎಲ್ಲರೂ ಕೈಜೋಡಿಸಬೇಕು ಎಂದು ಮನವಿ ಮಾಡಿದರು. ಈ ಸಂದರ್ಭದಲ್ಲಿ ಇಲಾಖೆಯ ಸಿಬ್ಬಂದಿ, ಎನ್‌ಎಸ್‌ಎಸ್ ಘಟಕದ ವಿದ್ಯಾರ್ಥಿಗಳು ಭಾಗವಹಿಸಿದ್ದರು.	[48, 1540, 393, 1819]
sunita-col3: ತಲುಪಿದ್ದರು. ಆದರೆ, ನೌಕೆಯ ತಾಂತ್ರಿಕ ದೋಷದಿಂದ ಸಕಾಲದಲ್ಲಿ ಹಿಂತಿರುಗಲು ಸಾಧ್ಯವಾಗಲಿಲ್ಲ. ಆದರೆ, ದೇಶದ ಪ್ರತಿಯೊಬ್ಬ ನಾಗರಿಕರು ಅವರು ಸುರಕ್ಷಿತವಾಗಿ ಮರಳಿ ಬರಲಿ ಎಂದು ಪ್ರಾರ್ಥಿಸಿದ್ದರು. ದೇಶದ ಶ್ರೇಷ್ಠ ಹೆಣ್ಣು ಮಕ್ಕಳಲ್ಲಿ ಒಬ್ಬರಾಗಿ ಭಾರತದ ಹೆಸರನ್ನು ಜಗತ್ತಿನಲ್ಲಿ ಮತ್ತಷ್ಟು ಗೌರವಯುತವಾಗಿ ಪ್ರಕಾಶಿಸುವಂತೆ ಮಾಡಿದ್ದಾರೆ. ಅವರ ಭವಿಷ್ಯವು ಉತ್ತಮವಾಗಲಿ ಎಂದು ಆಶಿಸಿದರು. ಇದಕ್ಕೂ ಮೊದಲು ಸಾರ್ವಜನಿಕ ಹಿತರಕ್ಷಣಾ	[587, 376, 839, 496]
header-rule	[43, 84, 1497, 87]
masthead-logo: ಪಾಂಡವ	[715, 38, 825, 80]
section-rule	[1137, 1138, 1497, 1141]
imprint-line-1: PANADAVA REGIONAL KANNADA DAILY MORNING, Editor, Printer & Owner by :S.T. VEDAMURTHY, A.P.M.C Road, Halageri Chawl, Ranebennur - 581 115	[155, 2353, 1385, 2370]
dignitaries-figure	[656, 737, 1114, 872]
section-rule	[406, 1686, 1497, 1688]
sunita-photo	[321, 170, 842, 370]
officials-crowd-figure	[683, 1869, 1219, 2050]
column-rule	[1132, 91, 1134, 1701]
ravi-headline: ರವಿ ಗುಂಜೀಕರಗೆ ಗೌರವ ಡಾಕ್ಟರೇಟ್	[1141, 1148, 1384, 1171]
health-photo	[655, 1255, 1115, 1482]
devi-headline: ನಾನು ಹರಿಹರದ ಅಳಿಯ, ದೇವಿ ದರ್ಶನದಿಂದ ಪುಳಕಿತ	[48, 799, 326, 818]
health-col3: ಮಹಾವಿದ್ಯಾಲಯದ ಸಮುದಾಯ ಆರೋಗ್ಯ ವಿಭಾಗದ ಮುಖ್ಯಸ್ಥರಾದ ಡಾ. ಅನುರೂಪ, ಪ್ರಾಧ್ಯಾಪಕ ರಾದ ಡಾ. ಶಾಲಿನಿ, ಡಾ. ರಂಗನಾಥ್, ಡಾ. ಪುನೀತ್, ಡಾ. ನೀಲಾಂಬಿಕಾ ಹಾಗೂ ಡಾ. ಶಾಮನೂರು ಶಿವಶಂಕರಪ್ಪ ಸಾರ್ವಜನಿಕ ಆಸ್ಪತ್ರೆಯ ಸಿಬ್ಬಂದಿಯವರು ಉಪಸ್ಥಿತರಿದ್ದರು.	[891, 1491, 1124, 1576]
section-rule	[43, 591, 1129, 593]
arundi-headline-1: ಆರುಂಡಿ ಗ್ರಾಮಕ್ಕೆ ಅಧಿಕಾರಿಗಳ ಭೇಟಿ: ಅಕ್ರಮ ಗಣಿಗಾರಿಕೆ,	[411, 1695, 1133, 1740]
dvg-headline: ಡಿವಿಜಿ ಜನ್ಮಶತಾಬ್ದಿ ಆಚರಣೆಯ ಮಧುರ ಸ್ಮರಣೆ	[411, 601, 909, 639]
dvg-col1: ಗದಗ: ಕನ್ನಡಕ್ಕೆ ಭಗವದ್ಗೀತೆಗೆ ಸಮಾನವಾದ ನೀತಿ ಬೋಧನೆಯ ಜನಪ್ರಿಯ ಕೃತಿ 'ಮಂಕುತಿಮ್ಮನ ಕಗ್ಗ' ಕಾವ್ಯವನ್ನು ನೀಡಿದ ಶ್ರೇಷ್ಠ ಸಾಹಿತಿ, ವಿಚಾರವಾದಿ, ಪತ್ರಕರ್ತ ಡಿ.ವಿ.ಜಿ. ಅವರ ಜನ್ಮಶತಾಬ್ದಿಯನ್ನು ಕಲ್ಲಗಲಕೋಟೆ ಬಿಎಚ್ ರುಕ್ಕಮ್ಮ ನಗರದ ಈಶ್ವರೀಯ ವಿಶ್ವವಿದ್ಯಾಲಯದಲ್ಲಿ 1987 ರಲ್ಲಿ ಆಚರಿಸಲಾಯಿತು. ಈಗ ಇದೇ ಬಸವೇಶ್ವರ ನಗರದಲ್ಲಿ 38 ವರ್ಷಗಳ ನಂತರ ಕನ್ನಡದ ಕವಿ ಡಿ.ವಿ.ಜಿ. ಅವರ 138ನೇ ಜನ್ಮದಿನೋತ್ಸವ ಕಾರ್ಯಕ್ರಮವನ್ನು ಬಸವೇಶ್ವರ ನಗರದ ತನ್ನ ಸ್ವಂತ ಸಾಹಿತ್ಯ ಭವನದಲ್ಲಿ ಆಚರಿಸುತ್ತಿರುವುದು ಯೋಗಾಯೋಗವೆಂದು ಕನ್ನಡ ಕಲಾ ಸಂಸ್ಕೃತಿ ಸಂಸ್ಥೆಯ ಡಿ.ಬಿ. ಬಡಿಗೇರ ನಾಲ್ಕು ದಶಕಗಳ ಹಿಂದಿನ ಕಾರ್ಯಕ್ರಮದ ಮಧುರ ಸ್ಮರಣೆಯನ್ನು ಮೆಲುಕು ಹಾಕಿದರು. 50 ವರ್ಷಗಳ ಹಿಂದೆ ಸಾಹಿತ್ಯ ಸಂಘಟನೆಯಾದ ಕನ್ನಡ ಕಲಾ ಸಂಸ್ಥೆಗೆ ಇಂದು ಸ್ವಂತ ಸಾಹಿತ್ಯ ಭವನ ಕಟ್ಟಿದೆ ಇದಕ್ಕೆ ಕಾರಣ ಅದರ ಹಿಂದಿನ ತ್ಯಾಗಿ, ಪ್ರಾಮಾಣಿಕ ನಿರಂತರ ಕಾರ್ಯಕ್ರಮಗಳ ನಡೆಸಿಕೊಂಡು ಬಂದಿದ್ದು ಇದೀಗ ಸ್ವಂತ ಸಾಹಿತ್ಯ ಭವನ ಕಟ್ಟಿದ್ದರಿಂದ ಸಾಹಿತ್ಯ ಕಾರ್ಯಕ್ರಮ ನಡೆಸಲು ಅನುಕೂಲವಾಗಿದೆ. ಪ್ರಾಂಗಣದಲ್ಲಿ ಡಿವಿಜಿ ಸ್ಮರಣೆ ಕಾರ್ಯಕ್ರಮ ಏರ್ಪಡಿಸಲಾಗಿದೆ ಎಂದು ಅವರು ಅಭಿಪ್ರಾಯಪಟ್ಟರು.	[411, 652, 647, 983]
bsnl-body: ಹುಬ್ಬಳ್ಳಿ: ಹಾವೇರಿ ಮತ್ತು ಗದಗ ಜಿಲ್ಲೆಗಳಲ್ಲಿರುವ ಬಿಎಸ್‌ಎನ್‌ಎಲ್ ಎಲ್ಲಾ ಸಿಎಸ್‌ಸಿ ಕೇಂದ್ರಗಳು ಮಾರ್ಚ್ 23, 30, 31 ರಂದು ಸರಕಾರಿ ರಜೆ ದಿನ ಗ್ರಾಹಕರಿಗೆ ತೆರೆದಿರುತ್ತವೆ. ಸಾರ್ವಜನಿಕರು ಇದರ ಸದುಪಯೋಗ ಪಡೆದುಕೊಳ್ಳಬೇಕು ಎಂದು ಬಿಎಸ್‌ಎನ್‌ಎಲ್ ಉಪ ಮಹಾಪ್ರಬಂಧಕ ಅಧಿಕಾರಿಯವರು ಪ್ರಕಟಣೆಯಲ್ಲಿ ಕೋರಿದ್ದಾರೆ.	[1141, 1516, 1492, 1583]
gamaka-body: ಚಿತ್ರದುರ್ಗ: ಚಿತ್ರದುರ್ಗ ನಗರದ ಗಮಕ ಕಲಾಭಿಮಾನಿಗಳ ಸಂಘವು ನಡೆಸುತ್ತಿರುವ ಮಾಸಿಕ ಗಮಕ ವಾಚನ–ವ್ಯಾಖ್ಯಾನ ಸಂಭ್ರಮದ 20ನೇ ಕಾರ್ಯಕ್ರಮವು ಇದೇ ತಿಂಗಳ 22ರಂದು ಶನಿವಾರ ಸಂಜೆ 6 ಗಂಟೆಗೆ ನಗರದ ಜೆ.ಸಿ.ಆರ್ ಬಡಾವಣೆಯ ಗಣಪತಿ ದೇವಸ್ಥಾನದ ಆವರಣದಲ್ಲಿ ನಡೆಯಲಿದೆ. ಈ ಸಂದರ್ಭದಲ್ಲಿ ಕುಮಾರ ವ್ಯಾಸ ಭಾರತದ ಉದ್ಯೋಗ ಪರ್ವದ ವಿಶ್ವರೂಪ ದರ್ಶನ ಪ್ರಸಂಗವನ್ನು ಪ್ರಸ್ತುತಪಡಿಸಲಿದ್ದಾರೆ. ಬೆಂಗಳೂರಿನ ಸುಮಾ ಸುಧೀಂದ್ರ ವಾಚನ ಮಾಡಲಿದ್ದು, ಚಿತ್ರದುರ್ಗದ ಹಿರಿಯ ವಿದ್ವಾಂಸರೊಬ್ಬರು ವ್ಯಾಖ್ಯಾನ ನೀಡಲಿದ್ದಾರೆ. ಇಡೀ ಕಾರ್ಯಕ್ರಮಕ್ಕೆ ಸರ್ವರಿಗೂ ಆದರದ ಸ್ವಾಗತವನ್ನು ಕೋರಲಾಗಿದೆ. ಮುಖ್ಯ ಅತಿಥಿಗಳಾಗಿ ಕಲಾ ಪೋಷಕರಾದ ಶ್ರೀಕಾಂತ್ ಭಾಗವಹಿಸಲಿದ್ದಾರೆ.	[48, 2131, 393, 2268]
